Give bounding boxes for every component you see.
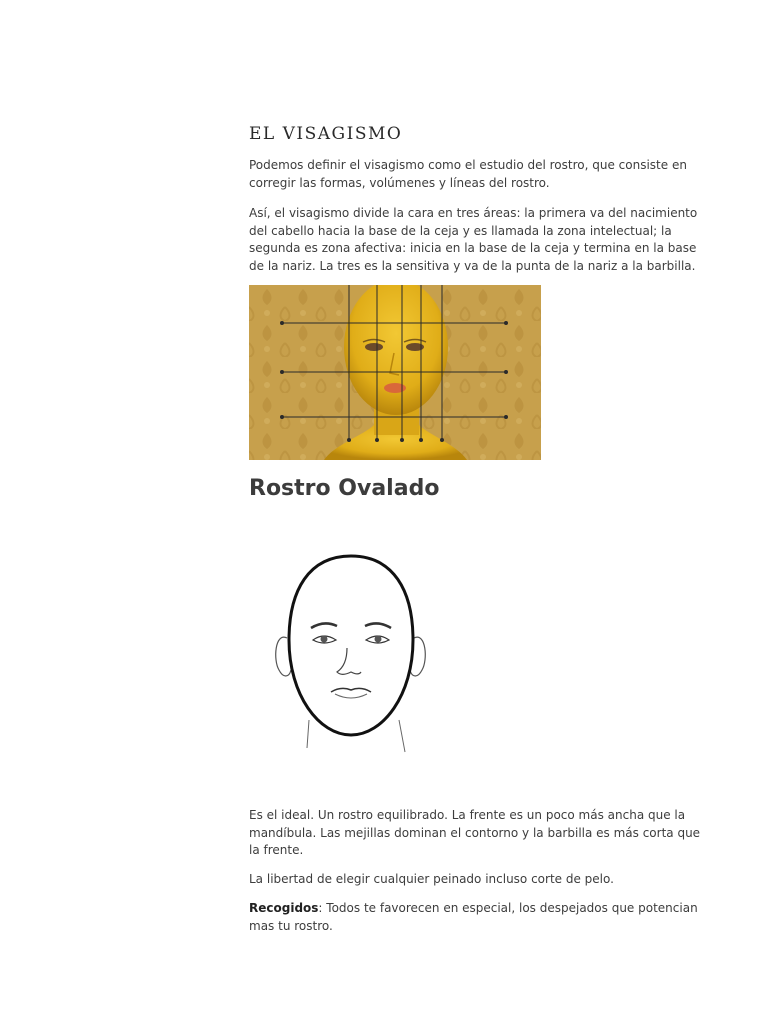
- recogidos-label: Recogidos: [249, 901, 319, 915]
- oval-face-illustration: [249, 520, 469, 780]
- article-title: EL VISAGISMO: [249, 124, 403, 144]
- description-paragraph: Es el ideal. Un rostro equilibrado. La frente es un poco más ancha que la mandíbula. Las mejillas dominan el contorno y la barbilla es más corta que la frente.: [249, 808, 701, 857]
- recogidos-text: : Todos te favorecen en especial, los despejados que potencian mas tu rostro.: [249, 901, 698, 933]
- freedom-paragraph: La libertad de elegir cualquier peinado incluso corte de pelo.: [249, 872, 614, 886]
- areas-paragraph: Así, el visagismo divide la cara en tres áreas: la primera va del nacimiento del cabello hacia la base de la ceja y es llamada la zona intelectual; la segunda es zona afectiva: inicia en la base de la ceja y termina en la base de la nariz. La tres es la sensitiva y va de la punta de la nariz a la barbilla.: [249, 206, 698, 273]
- section-title: Rostro Ovalado: [249, 476, 440, 501]
- recogidos-paragraph: [249, 900, 711, 935]
- intro-paragraph: Podemos definir el visagismo como el estudio del rostro, que consiste en corregir las formas, volúmenes y líneas del rostro.: [249, 158, 687, 190]
- mannequin-grid-photo: [249, 285, 541, 460]
